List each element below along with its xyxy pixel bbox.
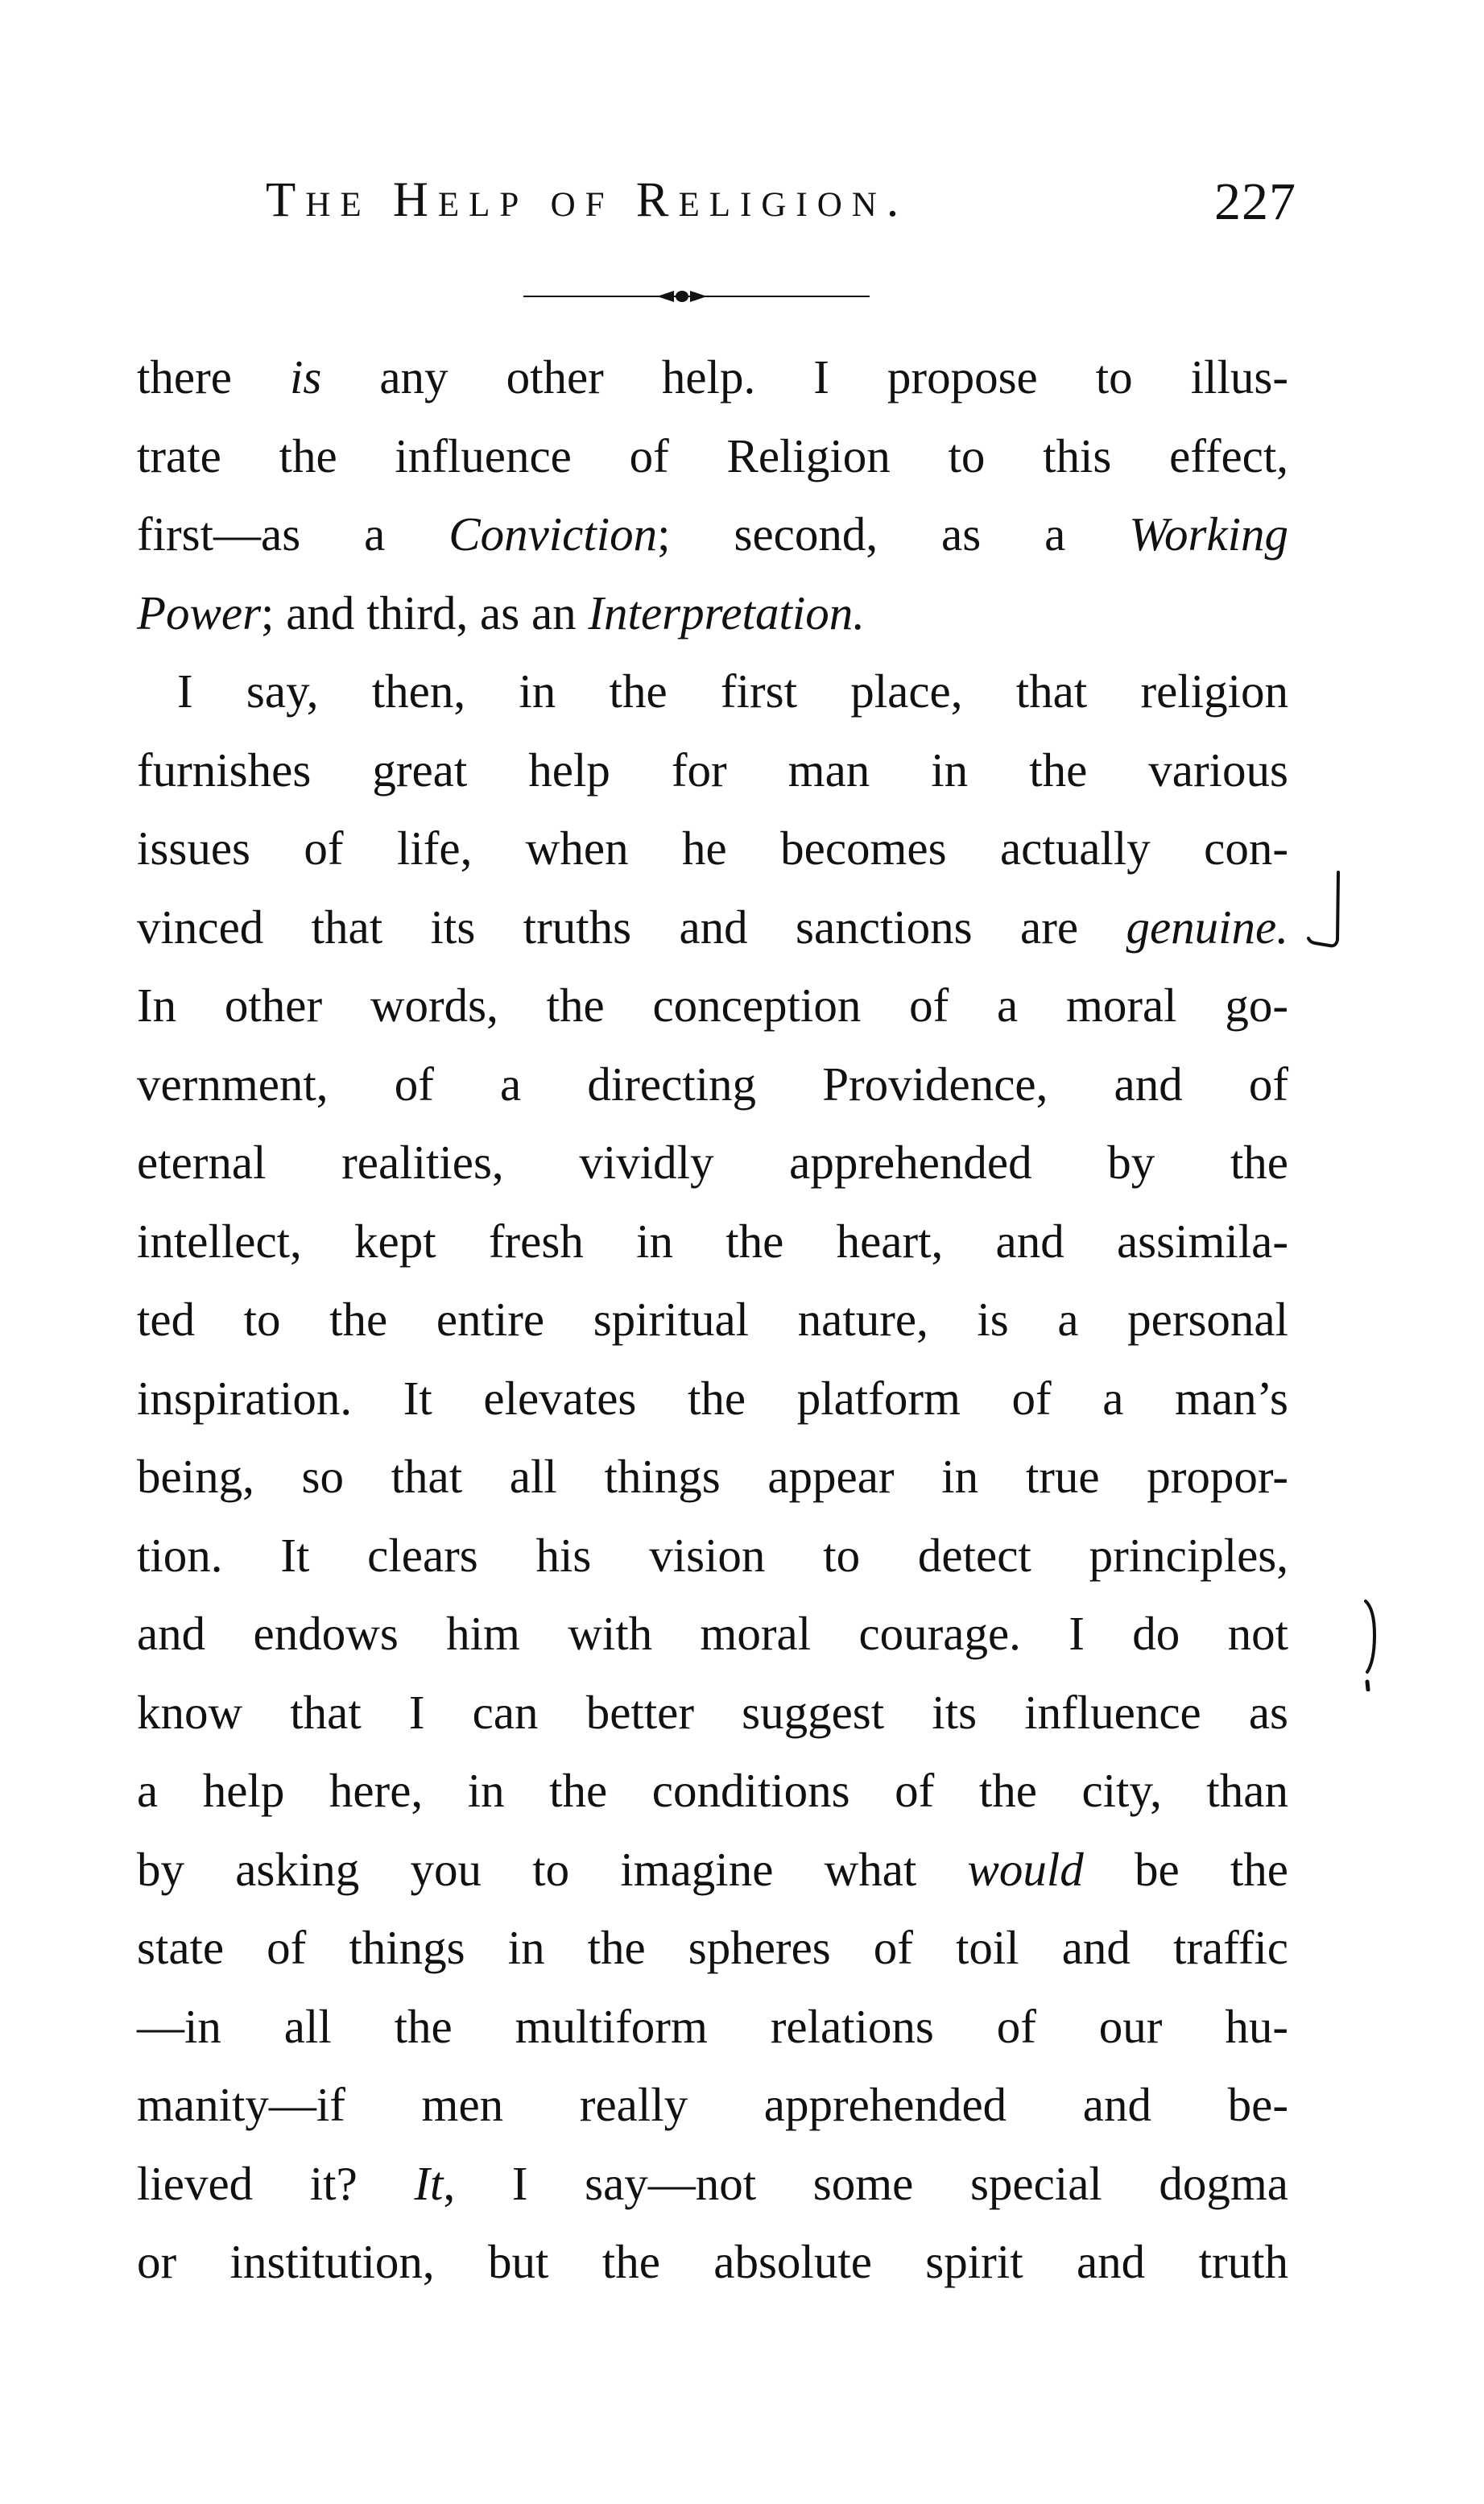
text-line: furnishes great help for man in the various [137, 743, 1288, 797]
running-head [266, 161, 1296, 258]
text-line: issues of life, when he becomes actually con- [137, 822, 1288, 875]
text-line: there is any other help. I propose to illus- [137, 350, 1288, 404]
text-line: lieved it? It, I say—not some special dogma [137, 2156, 1288, 2210]
text-line: vernment, of a directing Providence, and of [137, 1057, 1288, 1111]
pencil-margin-bracket-icon [1353, 1595, 1401, 1691]
text-line: a help here, in the conditions of the city, than [137, 1764, 1288, 1817]
text-line: intellect, kept fresh in the heart, and assimila- [137, 1214, 1288, 1268]
text-line: manity—if men really apprehended and be- [137, 2078, 1288, 2131]
text-line: by asking you to imagine what would be the [137, 1842, 1288, 1896]
body-text [137, 338, 1288, 2302]
text-line: vinced that its truths and sanctions are genuine. [137, 900, 1288, 954]
running-title: The Help of Religion. [266, 173, 909, 227]
text-line: In other words, the conception of a moral go- [137, 979, 1288, 1032]
text-line: state of things in the spheres of toil and traffic [137, 1921, 1288, 1974]
text-line: —in all the multiform relations of our hu- [137, 1999, 1288, 2053]
pencil-margin-mark-icon [1300, 866, 1349, 962]
text-line: first—as a Conviction; second, as a Working [137, 507, 1288, 561]
text-line: inspiration. It elevates the platform of a man’s [137, 1371, 1288, 1425]
text-line: or institution, but the absolute spirit and truth [137, 2235, 1288, 2288]
text-line: being, so that all things appear in true propor- [137, 1450, 1288, 1503]
text-line: know that I can better suggest its influence as [137, 1685, 1288, 1739]
text-line: trate the influence of Religion to this effect, [137, 428, 1288, 482]
ornament-rule-icon [523, 286, 870, 307]
text-line: eternal realities, vividly apprehended by the [137, 1136, 1288, 1189]
text-line: Power; and third, as an Interpretation. [137, 586, 865, 639]
text-line: I say, then, in the first place, that religion [177, 664, 1288, 718]
page-number: 227 [1214, 172, 1296, 231]
text-line: tion. It clears his vision to detect principles, [137, 1528, 1288, 1582]
text-line: ted to the entire spiritual nature, is a personal [137, 1293, 1288, 1346]
text-line: and endows him with moral courage. I do not [137, 1607, 1288, 1660]
